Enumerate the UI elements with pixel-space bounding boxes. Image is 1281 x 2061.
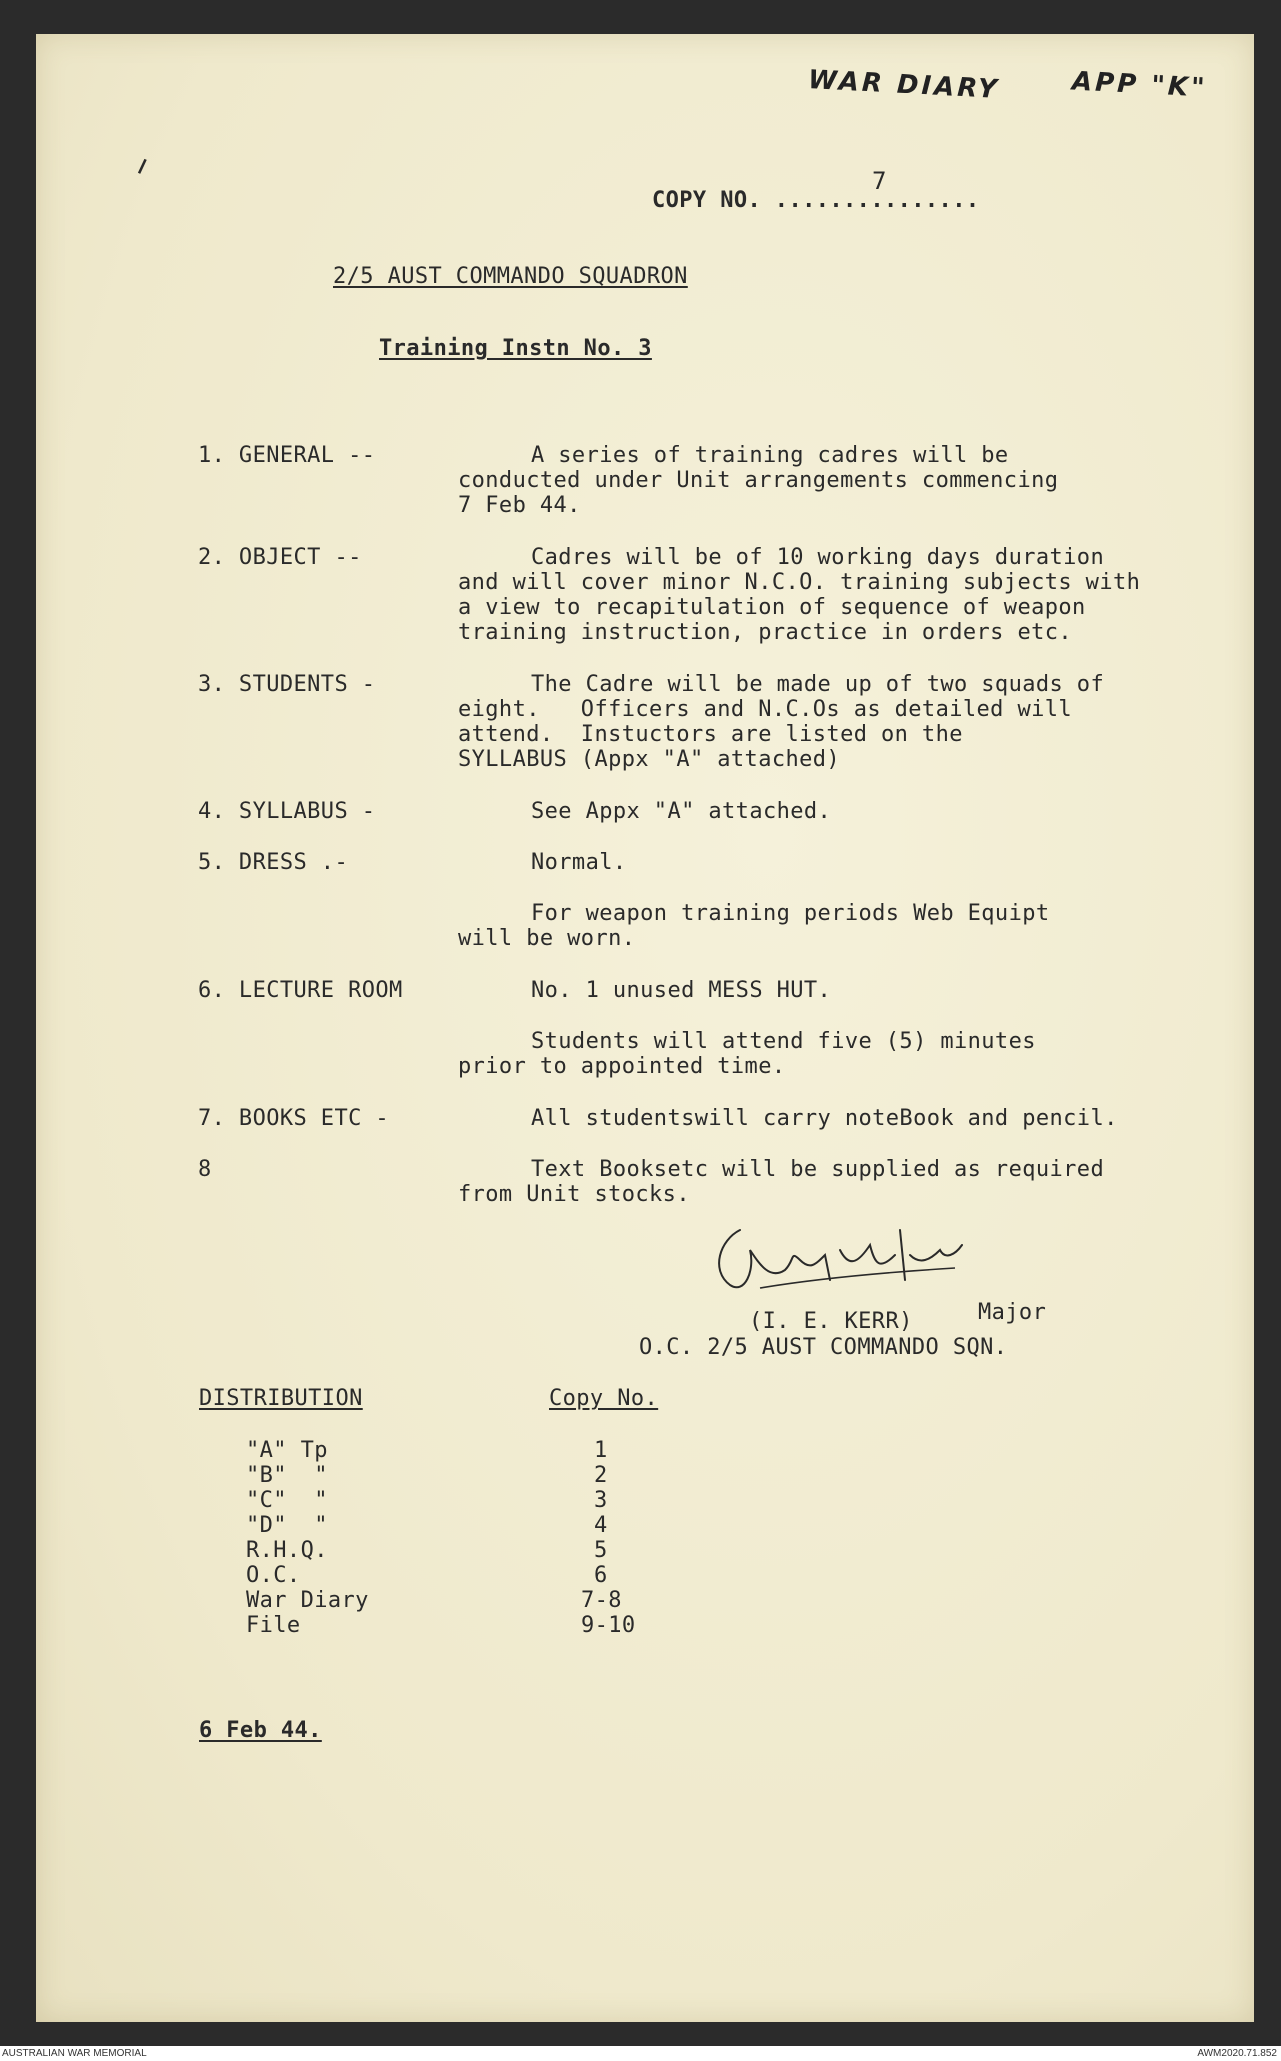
handwritten-appendix: APP "K" xyxy=(1071,66,1209,104)
distribution-copy: 5 xyxy=(594,1538,608,1563)
section-syllabus-line: See Appx "A" attached. xyxy=(531,799,832,824)
section-lecture-room-extra-line: prior to appointed time. xyxy=(458,1054,786,1079)
signatory-name: (I. E. KERR) xyxy=(749,1309,913,1334)
section-general-line: conducted under Unit arrangements commencing xyxy=(458,468,1059,493)
distribution-copy: 3 xyxy=(594,1488,608,1513)
handwritten-war-diary: WAR DIARY xyxy=(807,65,1001,105)
section-students-label: 3. STUDENTS - xyxy=(198,672,376,697)
distribution-recipient: "C" " xyxy=(246,1488,328,1513)
signatory-appointment: O.C. 2/5 AUST COMMANDO SQN. xyxy=(639,1335,1008,1360)
footer-institution: AUSTRALIAN WAR MEMORIAL xyxy=(2,2048,147,2059)
document-title: Training Instn No. 3 xyxy=(379,336,652,361)
distribution-copy: 7-8 xyxy=(581,1588,622,1613)
distribution-recipient: R.H.Q. xyxy=(246,1538,328,1563)
section-students-line: The Cadre will be made up of two squads of xyxy=(531,672,1105,697)
section-students-line: SYLLABUS (Appx "A" attached) xyxy=(458,747,841,772)
section-dress-extra-line: will be worn. xyxy=(458,926,636,951)
distribution-copy: 2 xyxy=(594,1463,608,1488)
archive-footer xyxy=(0,2046,1281,2061)
section-object-line: and will cover minor N.C.O. training subjects with xyxy=(458,570,1141,595)
distribution-recipient: "B" " xyxy=(246,1463,328,1488)
section-general-line: A series of training cadres will be xyxy=(531,443,1009,468)
section-books-extra-line: Text Booksetc will be supplied as required xyxy=(531,1157,1105,1182)
distribution-recipient: "D" " xyxy=(246,1513,328,1538)
section-object-line: a view to recapitulation of sequence of weapon xyxy=(458,595,1086,620)
section-8-number: 8 xyxy=(198,1157,212,1182)
signature-image xyxy=(700,1210,970,1310)
margin-tick-mark: ⸝ xyxy=(127,141,154,180)
distribution-recipient: O.C. xyxy=(246,1563,301,1588)
distribution-copy: 1 xyxy=(594,1438,608,1463)
section-books-extra-line: from Unit stocks. xyxy=(458,1182,690,1207)
copy-number-value: 7 xyxy=(872,167,887,195)
section-students-line: eight. Officers and N.C.Os as detailed will xyxy=(458,697,1073,722)
section-general-line: 7 Feb 44. xyxy=(458,493,581,518)
section-students-line: attend. Instuctors are listed on the xyxy=(458,722,963,747)
section-syllabus-label: 4. SYLLABUS - xyxy=(198,799,376,824)
section-dress-label: 5. DRESS .- xyxy=(198,850,349,875)
document-date: 6 Feb 44. xyxy=(199,1718,322,1743)
distribution-copy: 6 xyxy=(594,1563,608,1588)
section-lecture-room-extra-line: Students will attend five (5) minutes xyxy=(531,1029,1036,1054)
distribution-recipient: War Diary xyxy=(246,1588,369,1613)
copy-number-label: COPY NO. ............... xyxy=(652,188,980,213)
section-lecture-room-label: 6. LECTURE ROOM xyxy=(198,978,403,1003)
distribution-copy: 9-10 xyxy=(581,1613,636,1638)
section-object-label: 2. OBJECT -- xyxy=(198,545,362,570)
distribution-recipient: "A" Tp xyxy=(246,1438,328,1463)
distribution-recipient: File xyxy=(246,1613,301,1638)
section-dress-line: Normal. xyxy=(531,850,627,875)
copy-number-header: Copy No. xyxy=(549,1386,659,1411)
section-lecture-room-line: No. 1 unused MESS HUT. xyxy=(531,978,832,1003)
section-object-line: training instruction, practice in orders etc. xyxy=(458,620,1073,645)
section-dress-extra-line: For weapon training periods Web Equipt xyxy=(531,901,1050,926)
distribution-copy: 4 xyxy=(594,1513,608,1538)
distribution-title: DISTRIBUTION xyxy=(199,1386,363,1411)
section-object-line: Cadres will be of 10 working days duration xyxy=(531,545,1105,570)
section-books-label: 7. BOOKS ETC - xyxy=(198,1106,390,1131)
section-books-line: All studentswill carry noteBook and pencil. xyxy=(531,1106,1118,1131)
footer-accession-number: AWM2020.71.852 xyxy=(1197,2048,1277,2059)
section-general-label: 1. GENERAL -- xyxy=(198,443,376,468)
unit-title: 2/5 AUST COMMANDO SQUADRON xyxy=(333,264,688,289)
signatory-rank: Major xyxy=(978,1300,1047,1325)
